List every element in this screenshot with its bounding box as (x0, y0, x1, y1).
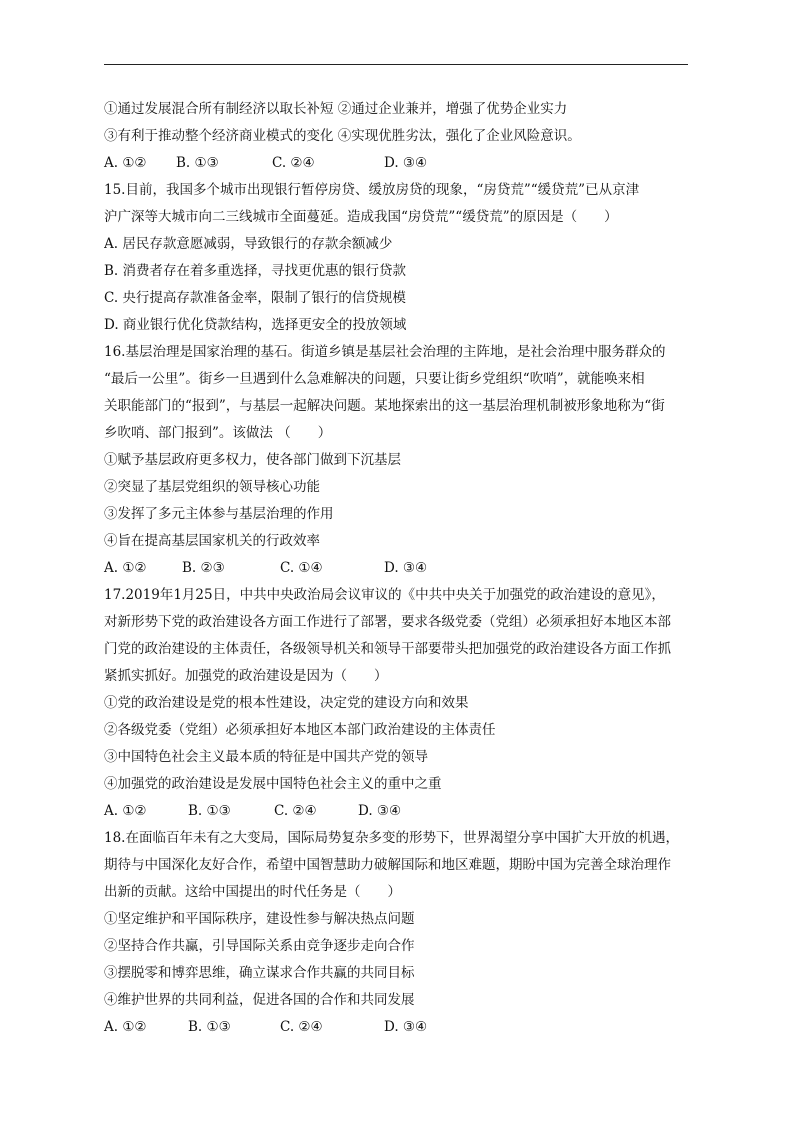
statement-1: ①党的政治建设是党的根本性建设，决定党的建设方向和效果 (104, 695, 469, 711)
question-stem-line: 沪广深等大城市向二三线城市全面蔓延。造成我国“房贷荒”“缓贷荒”的原因是（ ） (104, 209, 618, 225)
choice-d: D. 商业银行优化贷款结构，选择更安全的投放领域 (104, 317, 407, 333)
prev-question-options (104, 150, 690, 177)
option-a: A. ①② (104, 803, 147, 819)
statement-line: ③有利于推动整个经济商业模式的变化 ④实现优胜劣汰，强化了企业风险意识。 (104, 128, 581, 144)
option-a: A. ①② (104, 155, 147, 171)
statement-3: ③摆脱零和博弈思维，确立谋求合作共赢的共同目标 (104, 965, 415, 981)
statement-1: ①坚定维护和平国际秩序，建设性参与解决热点问题 (104, 911, 415, 927)
question-stem-line: 关职能部门的“报到”，与基层一起解决问题。某地探索出的这一基层治理机制被形象地称为“街 (104, 398, 665, 414)
question-stem-line: 门党的政治建设的主体责任，各级领导机关和领导干部要带头把加强党的政治建设各方面工作抓 (104, 641, 671, 657)
header-rule (104, 64, 688, 65)
question-18 (104, 825, 690, 1041)
prev-question-statements (104, 96, 690, 150)
choice-c: C. 央行提高存款准备金率，限制了银行的信贷规模 (104, 290, 406, 306)
option-c: C. ②④ (272, 155, 315, 171)
question-stem-line: 18.在面临百年未有之大变局，国际局势复杂多变的形势下，世界渴望分享中国扩大开放的机遇， (104, 830, 679, 846)
statement-3: ③中国特色社会主义最本质的特征是中国共产党的领导 (104, 749, 428, 765)
option-c: C. ①④ (280, 560, 323, 576)
question-stem-line: 15.目前，我国多个城市出现银行暂停房贷、缓放房贷的现象，“房贷荒”“缓贷荒”已从京津 (104, 182, 640, 198)
statement-2: ②坚持合作共赢，引导国际关系由竞争逐步走向合作 (104, 938, 415, 954)
statement-4: ④旨在提高基层国家机关的行政效率 (104, 533, 320, 549)
option-b: B. ①③ (188, 1019, 231, 1035)
question-options (104, 555, 690, 582)
question-stem-line: 对新形势下党的政治建设各方面工作进行了部署，要求各级党委（党组）必须承担好本地区本部 (104, 614, 671, 630)
statement-3: ③发挥了多元主体参与基层治理的作用 (104, 506, 334, 522)
statement-4: ④维护世界的共同利益，促进各国的合作和共同发展 (104, 992, 415, 1008)
choice-b: B. 消费者存在着多重选择，寻找更优惠的银行贷款 (104, 263, 407, 279)
exam-page-content (104, 96, 690, 1041)
question-stem-line: 紧抓实抓好。加强党的政治建设是因为（ ） (104, 668, 388, 684)
question-stem-line: 16.基层治理是国家治理的基石。街道乡镇是基层社会治理的主阵地，是社会治理中服务群众的 (104, 344, 666, 360)
choice-a: A. 居民存款意愿减弱，导致银行的存款余额减少 (104, 236, 393, 252)
option-b: B. ①③ (176, 155, 219, 171)
question-stem-line: 乡吹哨、部门报到”。该做法 （ ） (104, 425, 332, 441)
statement-2: ②各级党委（党组）必须承担好本地区本部门政治建设的主体责任 (104, 722, 496, 738)
option-a: A. ①② (104, 1019, 147, 1035)
option-c: C. ②④ (274, 803, 317, 819)
question-16 (104, 339, 690, 582)
question-15 (104, 177, 690, 339)
option-d: D. ③④ (358, 803, 402, 819)
question-17 (104, 582, 690, 825)
option-d: D. ③④ (384, 155, 428, 171)
option-c: C. ②④ (280, 1019, 323, 1035)
statement-4: ④加强党的政治建设是发展中国特色社会主义的重中之重 (104, 776, 442, 792)
statement-2: ②突显了基层党组织的领导核心功能 (104, 479, 320, 495)
option-a: A. ①② (104, 560, 147, 576)
option-b: B. ①③ (188, 803, 231, 819)
statement-1: ①赋予基层政府更多权力，使各部门做到下沉基层 (104, 452, 401, 468)
question-stem-line: 17.2019年1月25日，中共中央政治局会议审议的《中共中央关于加强党的政治建设的意见》， (104, 587, 665, 603)
option-d: D. ③④ (384, 560, 428, 576)
question-stem-line: “最后一公里”。街乡一旦遇到什么急难解决的问题，只要让街乡党组织“吹哨”，就能唤来相 (104, 371, 645, 387)
option-d: D. ③④ (384, 1019, 428, 1035)
option-b: B. ②③ (182, 560, 225, 576)
question-stem-line: 期待与中国深化友好合作，希望中国智慧助力破解国际和地区难题，期盼中国为完善全球治理作 (104, 857, 671, 873)
question-options (104, 1014, 690, 1041)
statement-line: ①通过发展混合所有制经济以取长补短 ②通过企业兼并，增强了优势企业实力 (104, 101, 568, 117)
question-stem-line: 出新的贡献。这给中国提出的时代任务是（ ） (104, 884, 401, 900)
question-options (104, 798, 690, 825)
